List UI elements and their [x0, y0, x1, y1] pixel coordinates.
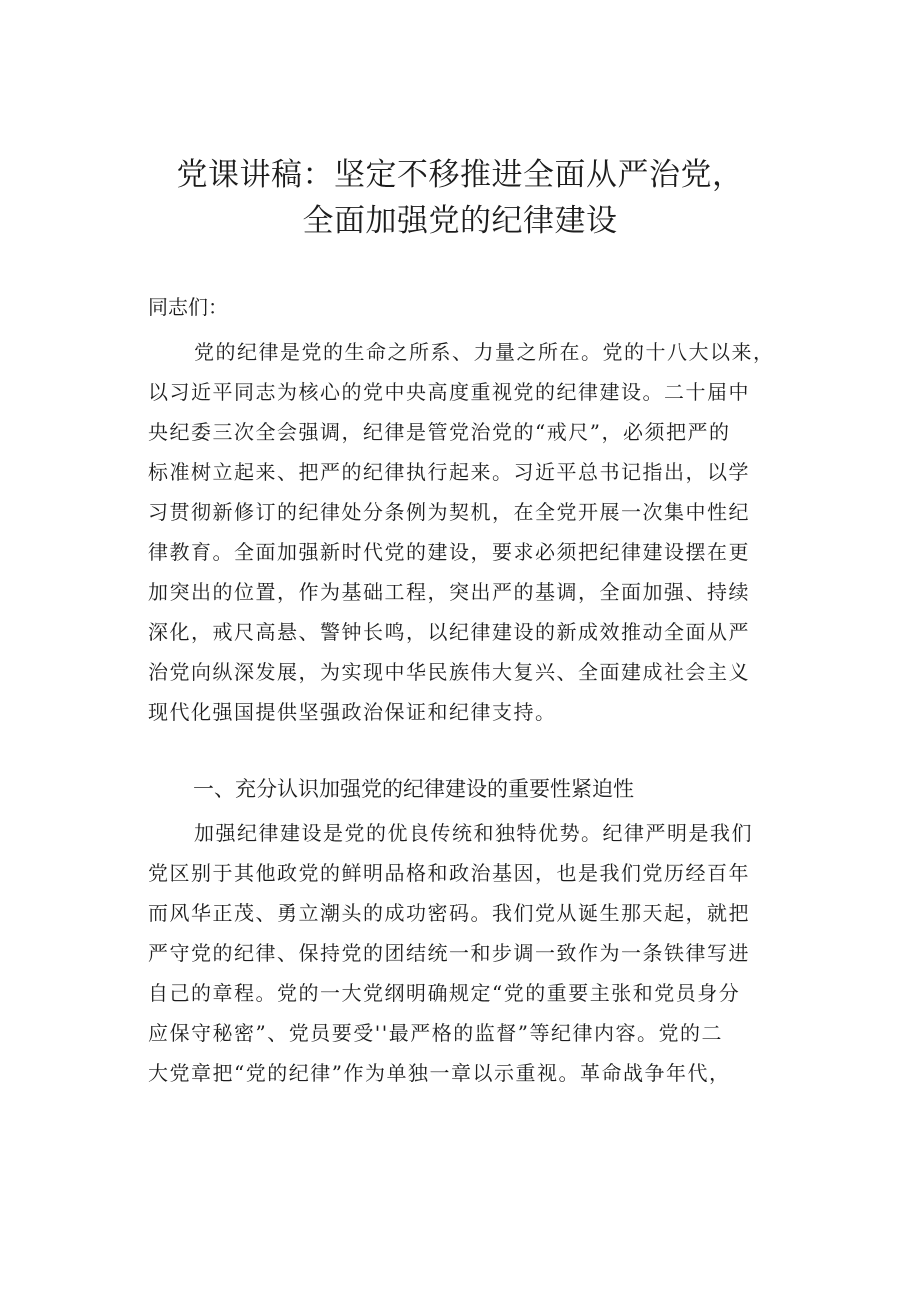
paragraph-line: 应保守秘密”、党员要受''最严格的监督”等纪律内容。党的二	[148, 1021, 723, 1045]
paragraph-line: 严守党的纪律、保持党的团结统一和步调一致作为一条铁律写进	[148, 941, 750, 965]
paragraph-line: 党的纪律是党的生命之所系、力量之所在。党的十八大以来，	[194, 340, 775, 364]
paragraph-line: 习贯彻新修订的纪律处分条例为契机，在全党开展一次集中性纪	[148, 500, 750, 524]
paragraph-line: 党区别于其他政党的鲜明品格和政治基因，也是我们党历经百年	[148, 861, 750, 885]
paragraph-line: 加强纪律建设是党的优良传统和独特优势。纪律严明是我们	[194, 821, 753, 845]
paragraph-line: 而风华正茂、勇立潮头的成功密码。我们党从诞生那天起，就把	[148, 901, 750, 925]
paragraph-line: 大党章把“党的纪律”作为单独一章以示重视。革命战争年代，	[148, 1061, 731, 1085]
paragraph-line: 央纪委三次全会强调，纪律是管党治党的“戒尺”，必须把严的	[148, 420, 731, 444]
paragraph-line: 标准树立起来、把严的纪律执行起来。习近平总书记指出，以学	[148, 460, 750, 484]
paragraph-line: 以习近平同志为核心的党中央高度重视党的纪律建设。二十届中	[148, 380, 750, 404]
paragraph-line: 深化，戒尺高悬、警钟长鸣，以纪律建设的新成效推动全面从严	[148, 620, 750, 644]
title-line-1: 党课讲稿：坚定不移推进全面从严治党，	[176, 157, 744, 193]
paragraph-line: 治党向纵深发展，为实现中华民族伟大复兴、全面建成社会主义	[148, 660, 750, 684]
paragraph-line: 加突出的位置，作为基础工程，突出严的基调，全面加强、持续	[148, 580, 750, 604]
section-heading-1: 一、充分认识加强党的纪律建设的重要性紧迫性	[193, 777, 634, 801]
paragraph-line: 律教育。全面加强新时代党的建设，要求必须把纪律建设摆在更	[148, 540, 750, 564]
title-line-2: 全面加强党的纪律建设	[302, 203, 618, 239]
document-title	[0, 152, 920, 244]
paragraph-intro	[148, 332, 818, 732]
paragraph-line: 现代化强国提供坚强政治保证和纪律支持。	[148, 700, 557, 724]
paragraph-section-1	[148, 813, 818, 1093]
paragraph-line: 自己的章程。党的一大党纲明确规定“党的重要主张和党员身分	[148, 981, 741, 1005]
salutation: 同志们：	[148, 295, 228, 319]
